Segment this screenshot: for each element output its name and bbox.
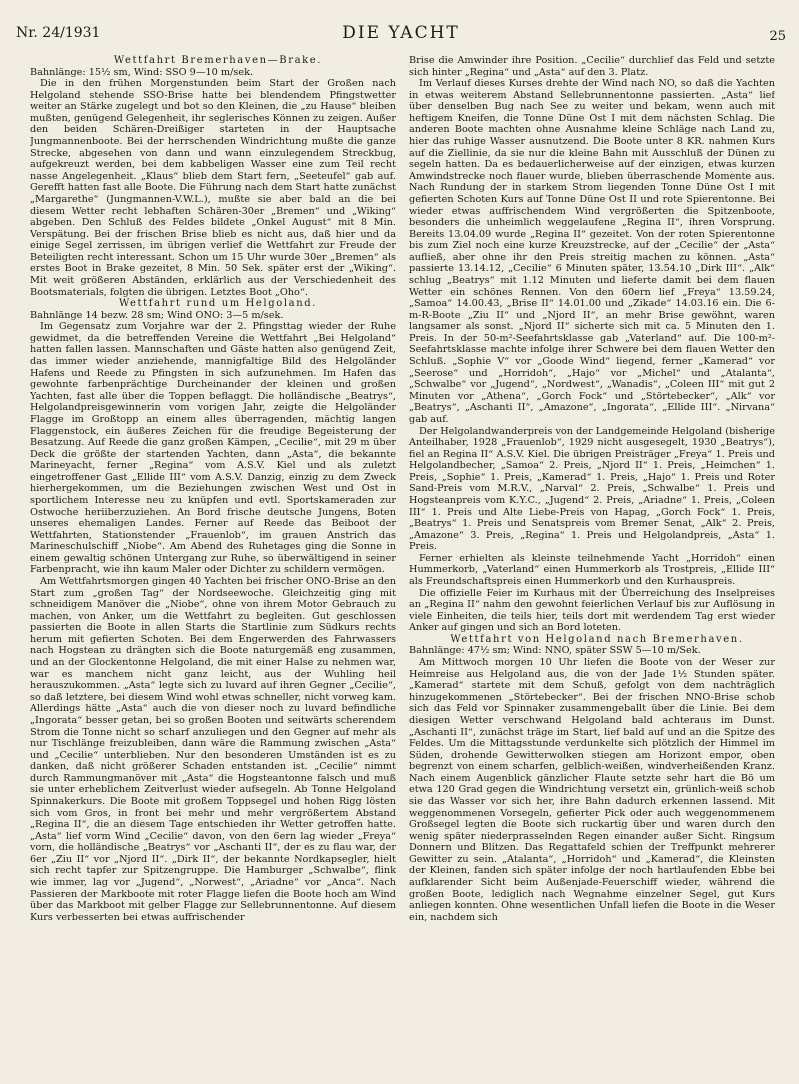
section-title-bremerhaven-brake: Wettfahrt Bremerhaven—Brake. — [113, 55, 323, 66]
paragraph: Am Wettfahrtsmorgen gingen 40 Yachten bei frischer ONO-Brise an den Start zum „großen Tag“ der Nordseewoche. Gleichzeitig ging mit schneidigem Manöver die „Niobe“, ohne von ihrem Motor Gebrauch zu machen, von Anker, um die Wettfahrt zu begleiten. Gut geschlossen passierten die Boote in allen Starts die Startlinie zum Südkurs rechts herum mit gefierten Schoten. Bei dem Engerwerden des Fahrwassers nach Hogstean zu drängten sich die Boote naturgemäß eng zusammen, und an der Glockentonne Helgoland, die mit einer Halse zu nehmen war, war es manchem nicht ganz leicht, aus der Wuhling heil herauszukommen. „Asta“ legte sich zu luvard auf ihren Gegner „Cecilie“, so daß letztere, bei diesem Wind wohl etwas schneller, nicht vorweg kam. Allerdings hätte „Asta“ auch die von dieser noch zu luvard befindliche „Ingorata“ besser getan, bei so großen Booten und seitwärts scherendem Strom die Tonne nicht so scharf anzuliegen und den Gegner auf mehr als nur Tischlänge freizubleiben, dann wäre die Rammung zwischen „Asta“ und „Cecilie“ unterblieben. Nur den besonderen Umständen ist es zu danken, daß nicht größerer Schaden entstanden ist. „Cecilie“ nimmt durch Rammungmanöver mit „Asta“ die Hogsteantonne falsch und muß sie unter erheblichem Zeitverlust wieder aufsegeln. Ab Tonne Helgoland Spinnakerkurs. Die Boote mit großem Toppsegel und hohen Rigg lösten sich vom Gros, in front bei mehr und mehr vergrößertem Abstand „Regina II“, die an diesem Tage entschieden ihr Wetter getroffen hatte. „Asta“ lief vorm Wind „Cecilie“ davon, von den 6ern lag wieder „Freya“ vorn, die holländische „Beatrys“ vor „Aschanti II“, der es zu flau war, der 6er „Ziu II“ vor „Njord II“. „Dirk II“, der bekannte Nordkapsegler, hielt sich recht tapfer zur Spitzengruppe. Die Hamburger „Schwalbe“, flink wie immer, lag vor „Jugend“, „Norwest“, „Ariadne“ vor „Anca“. Nach Passieren der Markboote mit roter Flagge liefen die Boote hoch am Wind über das Markboot mit gelber Flagge zur Sellebrunnentonne. Auf diesem Kurs verbesserten bei etwas auffrischender — [30, 576, 396, 923]
paragraph: Die offizielle Feier im Kurhaus mit der Überreichung des Inselpreises an „Regina II“ nahm den gewohnt feierlichen Verlauf bis zur Auflösung in viele Einheiten, die teils hier, teils dort mit werdendem Tag erst wieder Anker auf gingen und sich an Bord loteten. — [409, 587, 775, 634]
section-meta-bremerhaven-brake: Bahnlänge: 15½ sm, Wind: SSO 9—10 m/sek. — [30, 66, 254, 78]
paragraph: Im Gegensatz zum Vorjahre war der 2. Pfingsttag wieder der Ruhe gewidmet, da die betreffenden Vereine die Wettfahrt „Bei Helgoland“ hatten fallen lassen. Mannschaften und Gäste hatten also genügend Zeit, das immer wieder anziehende, mannigfaltige Bild des Helgoländer Hafens und Reede zu Pfingsten in sich aufzunehmen. Im Hafen das gewohnte farbenprächtige Durcheinander der kleinen und großen Yachten, fast alle über die Toppen beflaggt. Die holländische „Beatrys“, Helgolandpreisgewinnerin vom vorigen Jahr, zeigte die Helgoländer Flagge im Großtopp an einem alles überragenden, mächtig langen Flaggenstock, ein äußeres Zeichen für die freudige Begeisterung der Besatzung. Auf Reede die ganz großen Kämpen, „Cecilie“, mit 29 m über Deck die größte der startenden Yachten, dann „Asta“, die bekannte Marineyacht, ferner „Regina“ vom A.S.V. Kiel und als zuletzt eingetroffener Gast „Ellide III“ vom A.S.V. Danzig, einzig zu dem Zweck hierhergekommen, um die Beziehungen zwischen West und Ost in sportlichem Interesse neu zu knüpfen und evtl. Sportskameraden zur Ostwoche heriiberzuziehen. An Bord frische deutsche Jungens, Boten unseres ehemaligen Landes. Ferner auf Reede das Beiboot der Wettfahrten, Stationstender „Frauenlob“, im grauen Anstrich das Marineschulschiff „Niobe“. Am Abend des Ruhetages ging die Sonne in einem gewaltig schönen Untergang zur Ruhe, so überwältigend in seiner Farbenpracht, wie ihn kaum Maler oder Dichter zu schildern vermögen. — [30, 321, 396, 576]
paragraph: Im Verlauf dieses Kurses drehte der Wind nach NO, so daß die Yachten in etwas weiterem Abstand Sellebrunnentonne passierten. „Asta“ lief über denselben Bug nach See zu weiter und bekam, wenn auch mit heftigem Kneifen, die Tonne Düne Ost I mit dem nächsten Schlag. Die anderen Boote machten ohne Ausnahme kleine Schläge nach Land zu, hier das ruhige Wasser ausnutzend. Die Boote unter 8 KR. nahmen Kurs auf die Ziellinie, da sie nur die kleine Bahn mit Ausschluß der Dünen zu segeln hatten. Da es bedauerlicherweise auf der einzigen, etwas kurzen Amwindstrecke noch flauer wurde, blieben überraschende Momente aus. Nach Rundung der in starkem Strom liegenden Tonne Düne Ost I mit gefierten Schoten Kurs auf Tonne Düne Ost II und rote Spierentonne. Bei wieder etwas auffrischendem Wind vergrößerten die Spitzenboote, besonders die unheimlich weggelaufene „Regina II“, ihren Vorsprung. Bereits 13.04.09 wurde „Regina II“ gezeitet. Von der roten Spierentonne bis zum Ziel noch eine kurze Kreuzstrecke, auf der „Cecilie“ der „Asta“ aufließ, aber ohne ihr den Preis streitig machen zu können. „Asta“ passierte 13.14.12, „Cecilie“ 6 Minuten später, 13.54.10 „Dirk III“. „Alk“ schlug „Beatrys“ mit 1.12 Minuten und lieferte damit bei dem flauen Wetter ein schönes Rennen. Von den 60ern lief „Freya“ 13.59.24, „Samoa“ 14.00.43, „Brise II“ 14.01.00 und „Zikade“ 14.03.16 ein. Die 6-m-R-Boote „Ziu II“ und „Njord II“, an mehr Brise gewöhnt, waren langsamer als sonst. „Njord II“ sicherte sich mit ca. 5 Minuten den 1. Preis. In der 50-m²-Seefahrtsklasse gab „Vaterland“ auf. Die 100-m²-Seefahrtsklasse machte infolge ihrer Schwere bei dem flauen Wetter den Schluß. „Sophie V“ vor „Goode Wind“ liegend, ferner „Kamerad“ vor „Seerose“ und „Horridoh“, „Hajo“ vor „Michel“ und „Atalanta“, „Schwalbe“ vor „Jugend“, „Nordwest“, „Wanadis“, „Coleen III“ mit gut 2 Minuten vor „Athena“, „Gorch Fock“ und „Störtebecker“, „Alk“ vor „Beatrys“, „Aschanti II“, „Amazone“, „Ingorata“, „Ellide III“. „Nirvana“ gab auf. — [409, 78, 775, 425]
page-header — [16, 21, 786, 47]
section-title-rund-um-helgoland: Wettfahrt rund um Helgoland. — [118, 298, 318, 310]
journal-title: DIE YACHT — [342, 23, 460, 43]
paragraph: Ferner erhielten als kleinste teilnehmende Yacht „Horridoh“ einen Hummerkorb, „Vaterland“ einen Hummerkorb als Trostpreis, „Ellide III“ als Freundschaftspreis einen Hummerkorb und den Kurhauspreis. — [409, 552, 775, 588]
left-column — [30, 55, 396, 1077]
right-column — [409, 55, 775, 1077]
section-meta-rund-um-helgoland: Bahnlänge 14 bezw. 28 sm; Wind ONO: 3—5 m/sek. — [30, 309, 284, 321]
paragraph: Die in den frühen Morgenstunden beim Start der Großen nach Helgoland stehende SSO-Brise hatte bei blendendem Pfingstwetter weiter an Stärke zugelegt und bot so den Kleinen, die „zu Hause“ bleiben mußten, genügend Gelegenheit, ihr seglerisches Können zu zeigen. Außer den beiden Schären-Dreißiger starteten in der Hauptsache Jungmannenboote. Bei der herrschenden Windrichtung mußte die ganze Strecke, abgesehen von dann und wann einzulegendem Streckbug, aufgekreuzt werden, bei dem kabbeligen Wasser eine zum Teil recht nasse Angelegenheit. „Klaus“ blieb dem Start fern, „Seeteufel“ gab auf. Gerefft hatten fast alle Boote. Die Führung nach dem Start hatte zunächst „Margarethe“ (Jungmannen-V.W.L.), mußte sie aber bald an die bei diesem Wetter recht lebhaften Schären-30er „Bremen“ und „Wiking“ abgeben. Den Schluß des Feldes bildete „Onkel August“ mit 8 Min. Verspätung. Bei der frischen Brise blieb es nicht aus, daß hier und da einige Segel zerrissen, im übrigen verlief die Wettfahrt zur Freude der Beteiligten recht interessant. Schon um 15 Uhr wurde 30er „Bremen“ als erstes Boot in Brake gezeitet, 8 Min. 50 Sek. später erst der „Wiking“. Mit weit größeren Abständen, erklärlich aus der Verschiedenheit des Bootsmaterials, folgten die übrigen. Letztes Boot „Oho“. — [30, 78, 396, 298]
page-number: 25 — [769, 29, 786, 44]
paragraph: Brise die Amwinder ihre Position. „Cecilie“ durchlief das Feld und setzte sich hinter „Regina“ und „Asta“ auf den 3. Platz. — [409, 55, 775, 78]
section-meta-helgoland-bremerhaven: Bahnlänge: 47½ sm; Wind: NNO, später SSW 5—10 m/Sek. — [409, 645, 701, 657]
paragraph: Am Mittwoch morgen 10 Uhr liefen die Boote von der Weser zur Heimreise aus Helgoland aus, die von der Jade 1½ Stunden später. „Kamerad“ startete mit dem Schuß, gefolgt von dem nachträglich hinzugekommenen „Störtebecker“. Bei der frischen NNO-Brise schob sich das Feld vor Spinnaker zusammengeballt über die Linie. Bei dem diesigen Wetter verschwand Helgoland bald achteraus im Dunst. „Aschanti II“, zunächst träge im Start, lief bald auf und an die Spitze des Feldes. Um die Mittagsstunde verdunkelte sich plötzlich der Himmel im Süden, drohende Gewitterwolken stiegen am Horizont empor, oben begrenzt von einem scharfen, gelblich-weißen, windverheißenden Kranz. Nach einem Augenblick gänzlicher Flaute setzte sehr hart die Bö um etwa 120 Grad gegen die Windrichtung versetzt ein, grünlich-weiß schob sie das Wasser vor sich her, ihre Bahn dadurch erkennen lassend. Mit weggenommenen Vorsegeln, gefierter Pick oder auch weggenommenem Großsegel legten die Boote sich ruckartig über und waren durch den wenig später niederprasselnden Regen einander außer Sicht. Ringsum Donnern und Blitzen. Das Regattafeld schien der Treffpunkt mehrerer Gewitter zu sein. „Atalanta“, „Horridoh“ und „Kamerad“, die Kleinsten der Kleinen, fanden sich später infolge der noch hartlaufenden Ebbe bei aufklarender Sicht beim Außenjade-Feuerschiff wieder, während die großen Boote, lediglich nach Wegnahme einzelner Segel, gut Kurs anliegen konnten. Ohne wesentlichen Unfall liefen die Boote in die Weser ein, nachdem sich — [409, 657, 775, 923]
paragraph: Der Helgolandwanderpreis von der Landgemeinde Helgoland (bisherige Anteilhaber, 1928 „Frauenlob“, 1929 nicht ausgesegelt, 1930 „Beatrys“), fiel an Regina II“ A.S.V. Kiel. Die übrigen Preisträger „Freya“ 1. Preis und Helgolandbecher, „Samoa“ 2. Preis, „Njord II“ 1. Preis, „Heimchen“ 1. Preis, „Sophie“ 1. Preis, „Kamerad“ 1. Preis, „Hajo“ 1. Preis und Roter Sand-Preis vom M.R.V., „Narval“ 2. Preis, „Schwalbe“ 1. Preis und Hogsteanpreis vom K.Y.C., „Jugend“ 2. Preis, „Ariadne“ 1. Preis, „Coleen III“ 1. Preis und Alte Liebe-Preis von Hapag, „Gorch Fock“ 1. Preis, „Beatrys“ 1. Preis und Senatspreis vom Bremer Senat, „Alk“ 2. Preis, „Amazone“ 3. Preis, „Regina“ 1. Preis und Helgolandpreis, „Asta“ 1. Preis. — [409, 425, 775, 553]
section-title-helgoland-bremerhaven: Wettfahrt von Helgoland nach Bremerhaven. — [450, 633, 744, 645]
issue-number: Nr. 24/1931 — [16, 25, 101, 41]
